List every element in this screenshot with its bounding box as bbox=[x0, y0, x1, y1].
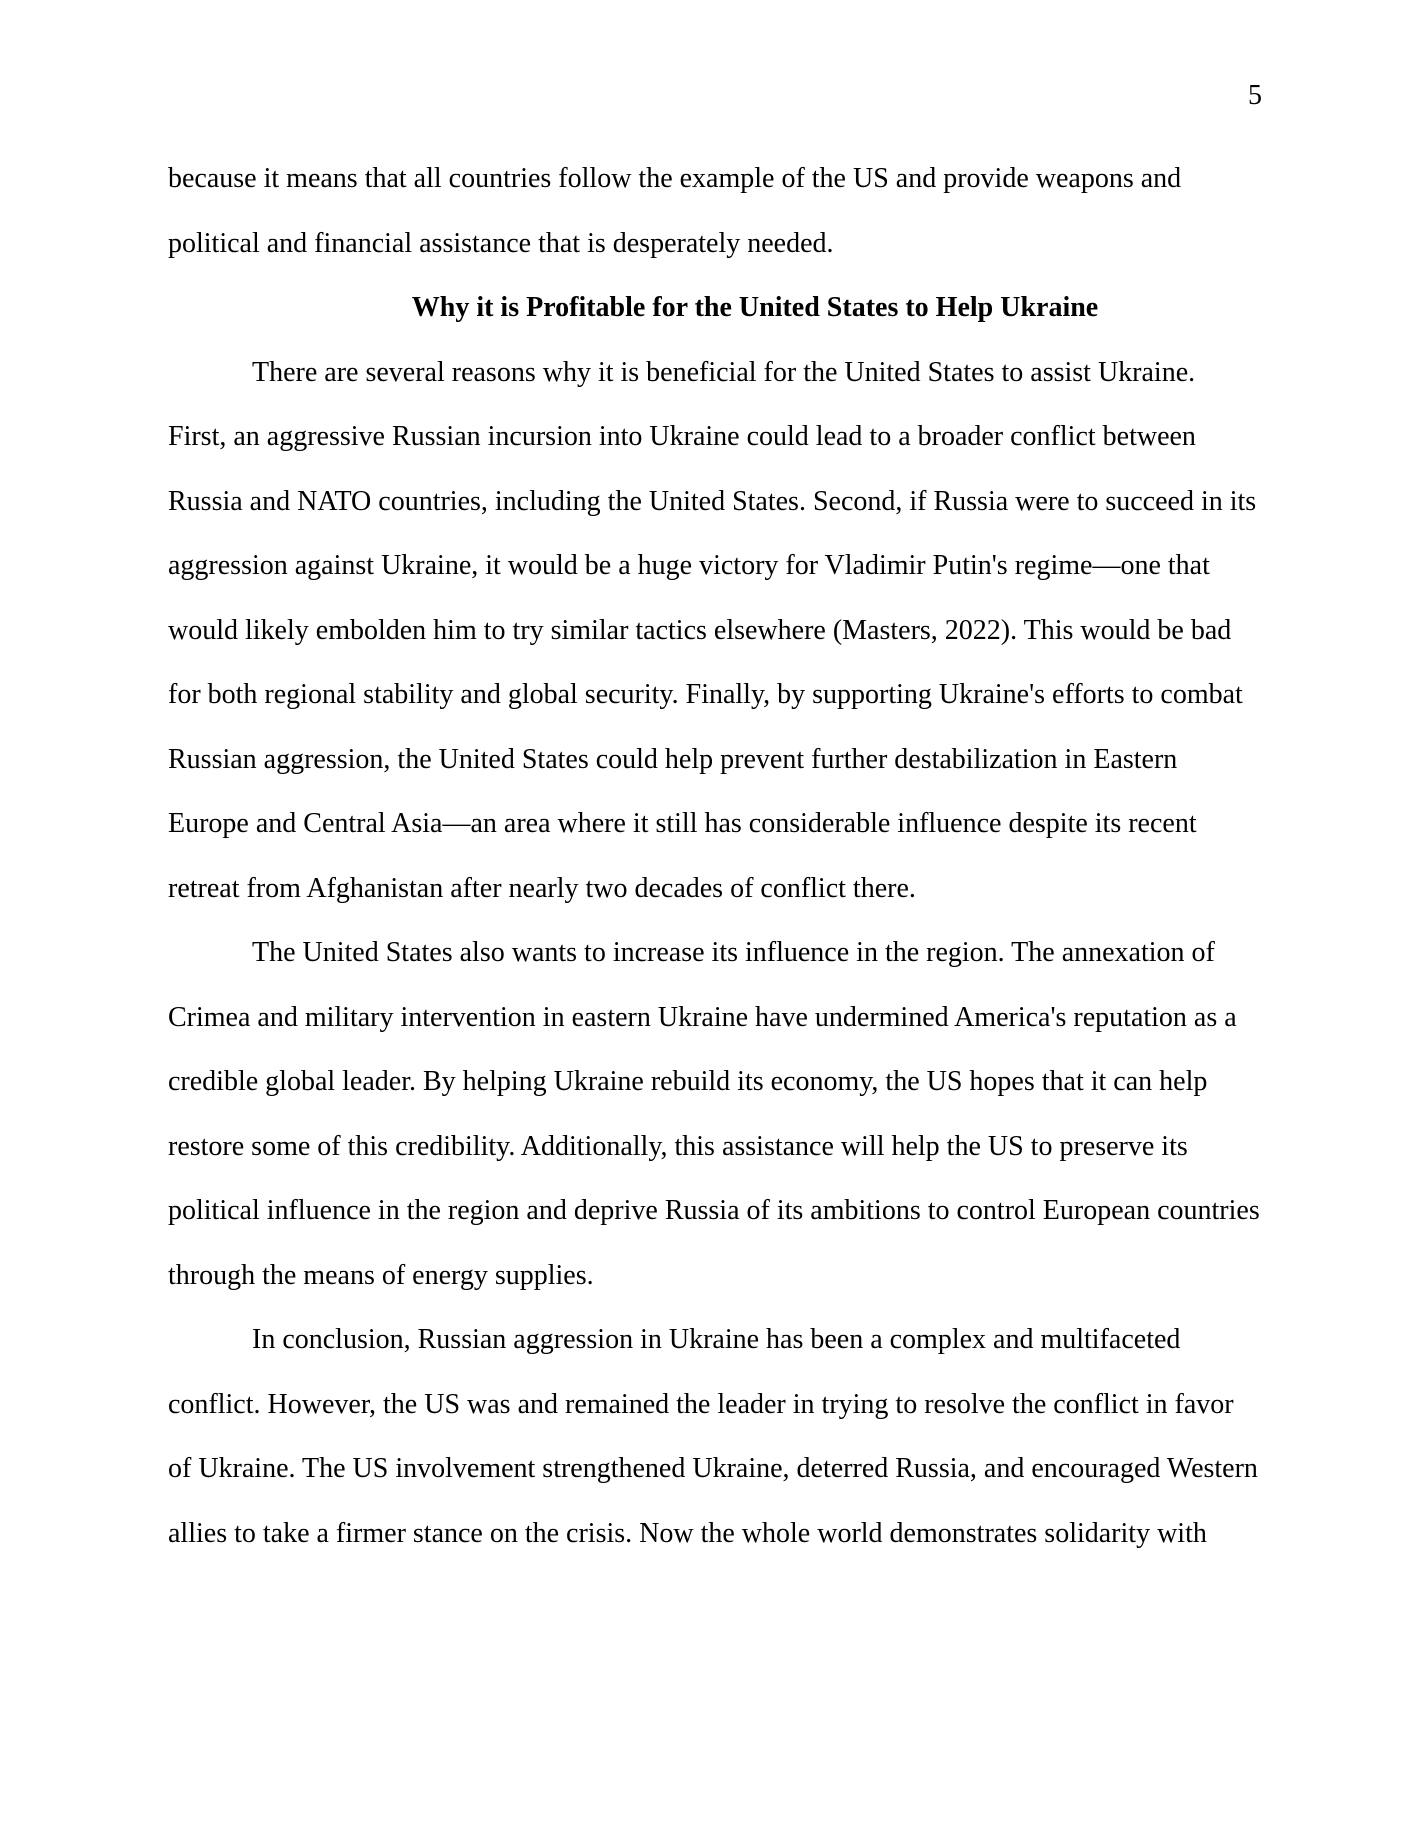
text-line: through the means of energy supplies. bbox=[168, 1259, 594, 1291]
text-line: for both regional stability and global security. Finally, by supporting Ukraine's efforts to combat bbox=[168, 679, 1243, 710]
text-line: retreat from Afghanistan after nearly two decades of conflict there. bbox=[168, 872, 916, 904]
text-line: Crimea and military intervention in eastern Ukraine have undermined America's reputation as a bbox=[168, 1001, 1237, 1033]
text-line: aggression against Ukraine, it would be a huge victory for Vladimir Putin's regime—one that bbox=[168, 550, 1210, 581]
text-line: of Ukraine. The US involvement strengthened Ukraine, deterred Russia, and encouraged Western bbox=[168, 1453, 1258, 1484]
document-body bbox=[168, 147, 1258, 1566]
text-line: Russia and NATO countries, including the United States. Second, if Russia were to succeed in its bbox=[168, 485, 1257, 517]
text-line: There are several reasons why it is beneficial for the United States to assist Ukraine. bbox=[252, 356, 1196, 388]
page-number: 5 bbox=[1248, 80, 1262, 111]
text-line: restore some of this credibility. Additionally, this assistance will help the US to preserve its bbox=[168, 1130, 1188, 1162]
text-line: allies to take a firmer stance on the crisis. Now the whole world demonstrates solidarity with bbox=[168, 1517, 1207, 1549]
text-line: Europe and Central Asia—an area where it still has considerable influence despite its recent bbox=[168, 808, 1197, 839]
section-heading bbox=[168, 276, 1258, 341]
paragraph bbox=[168, 921, 1258, 1308]
text-line: would likely embolden him to try similar tactics elsewhere (Masters, 2022). This would be bad bbox=[168, 614, 1232, 646]
paragraph bbox=[168, 341, 1258, 922]
text-line: credible global leader. By helping Ukraine rebuild its economy, the US hopes that it can help bbox=[168, 1066, 1208, 1097]
heading-text: Why it is Profitable for the United States to Help Ukraine bbox=[411, 292, 1099, 323]
text-line: because it means that all countries follow the example of the US and provide weapons and bbox=[168, 163, 1182, 194]
text-line: conflict. However, the US was and remained the leader in trying to resolve the conflict in favor bbox=[168, 1388, 1234, 1420]
paragraph bbox=[168, 147, 1258, 276]
text-line: First, an aggressive Russian incursion into Ukraine could lead to a broader conflict between bbox=[168, 421, 1196, 452]
text-line: The United States also wants to increase its influence in the region. The annexation of bbox=[252, 937, 1215, 968]
paragraph bbox=[168, 1308, 1258, 1566]
text-line: political influence in the region and deprive Russia of its ambitions to control European countries bbox=[168, 1195, 1260, 1226]
text-line: In conclusion, Russian aggression in Ukraine has been a complex and multifaceted bbox=[252, 1324, 1181, 1355]
text-line: political and financial assistance that is desperately needed. bbox=[168, 227, 834, 259]
text-line: Russian aggression, the United States could help prevent further destabilization in Eastern bbox=[168, 743, 1178, 775]
